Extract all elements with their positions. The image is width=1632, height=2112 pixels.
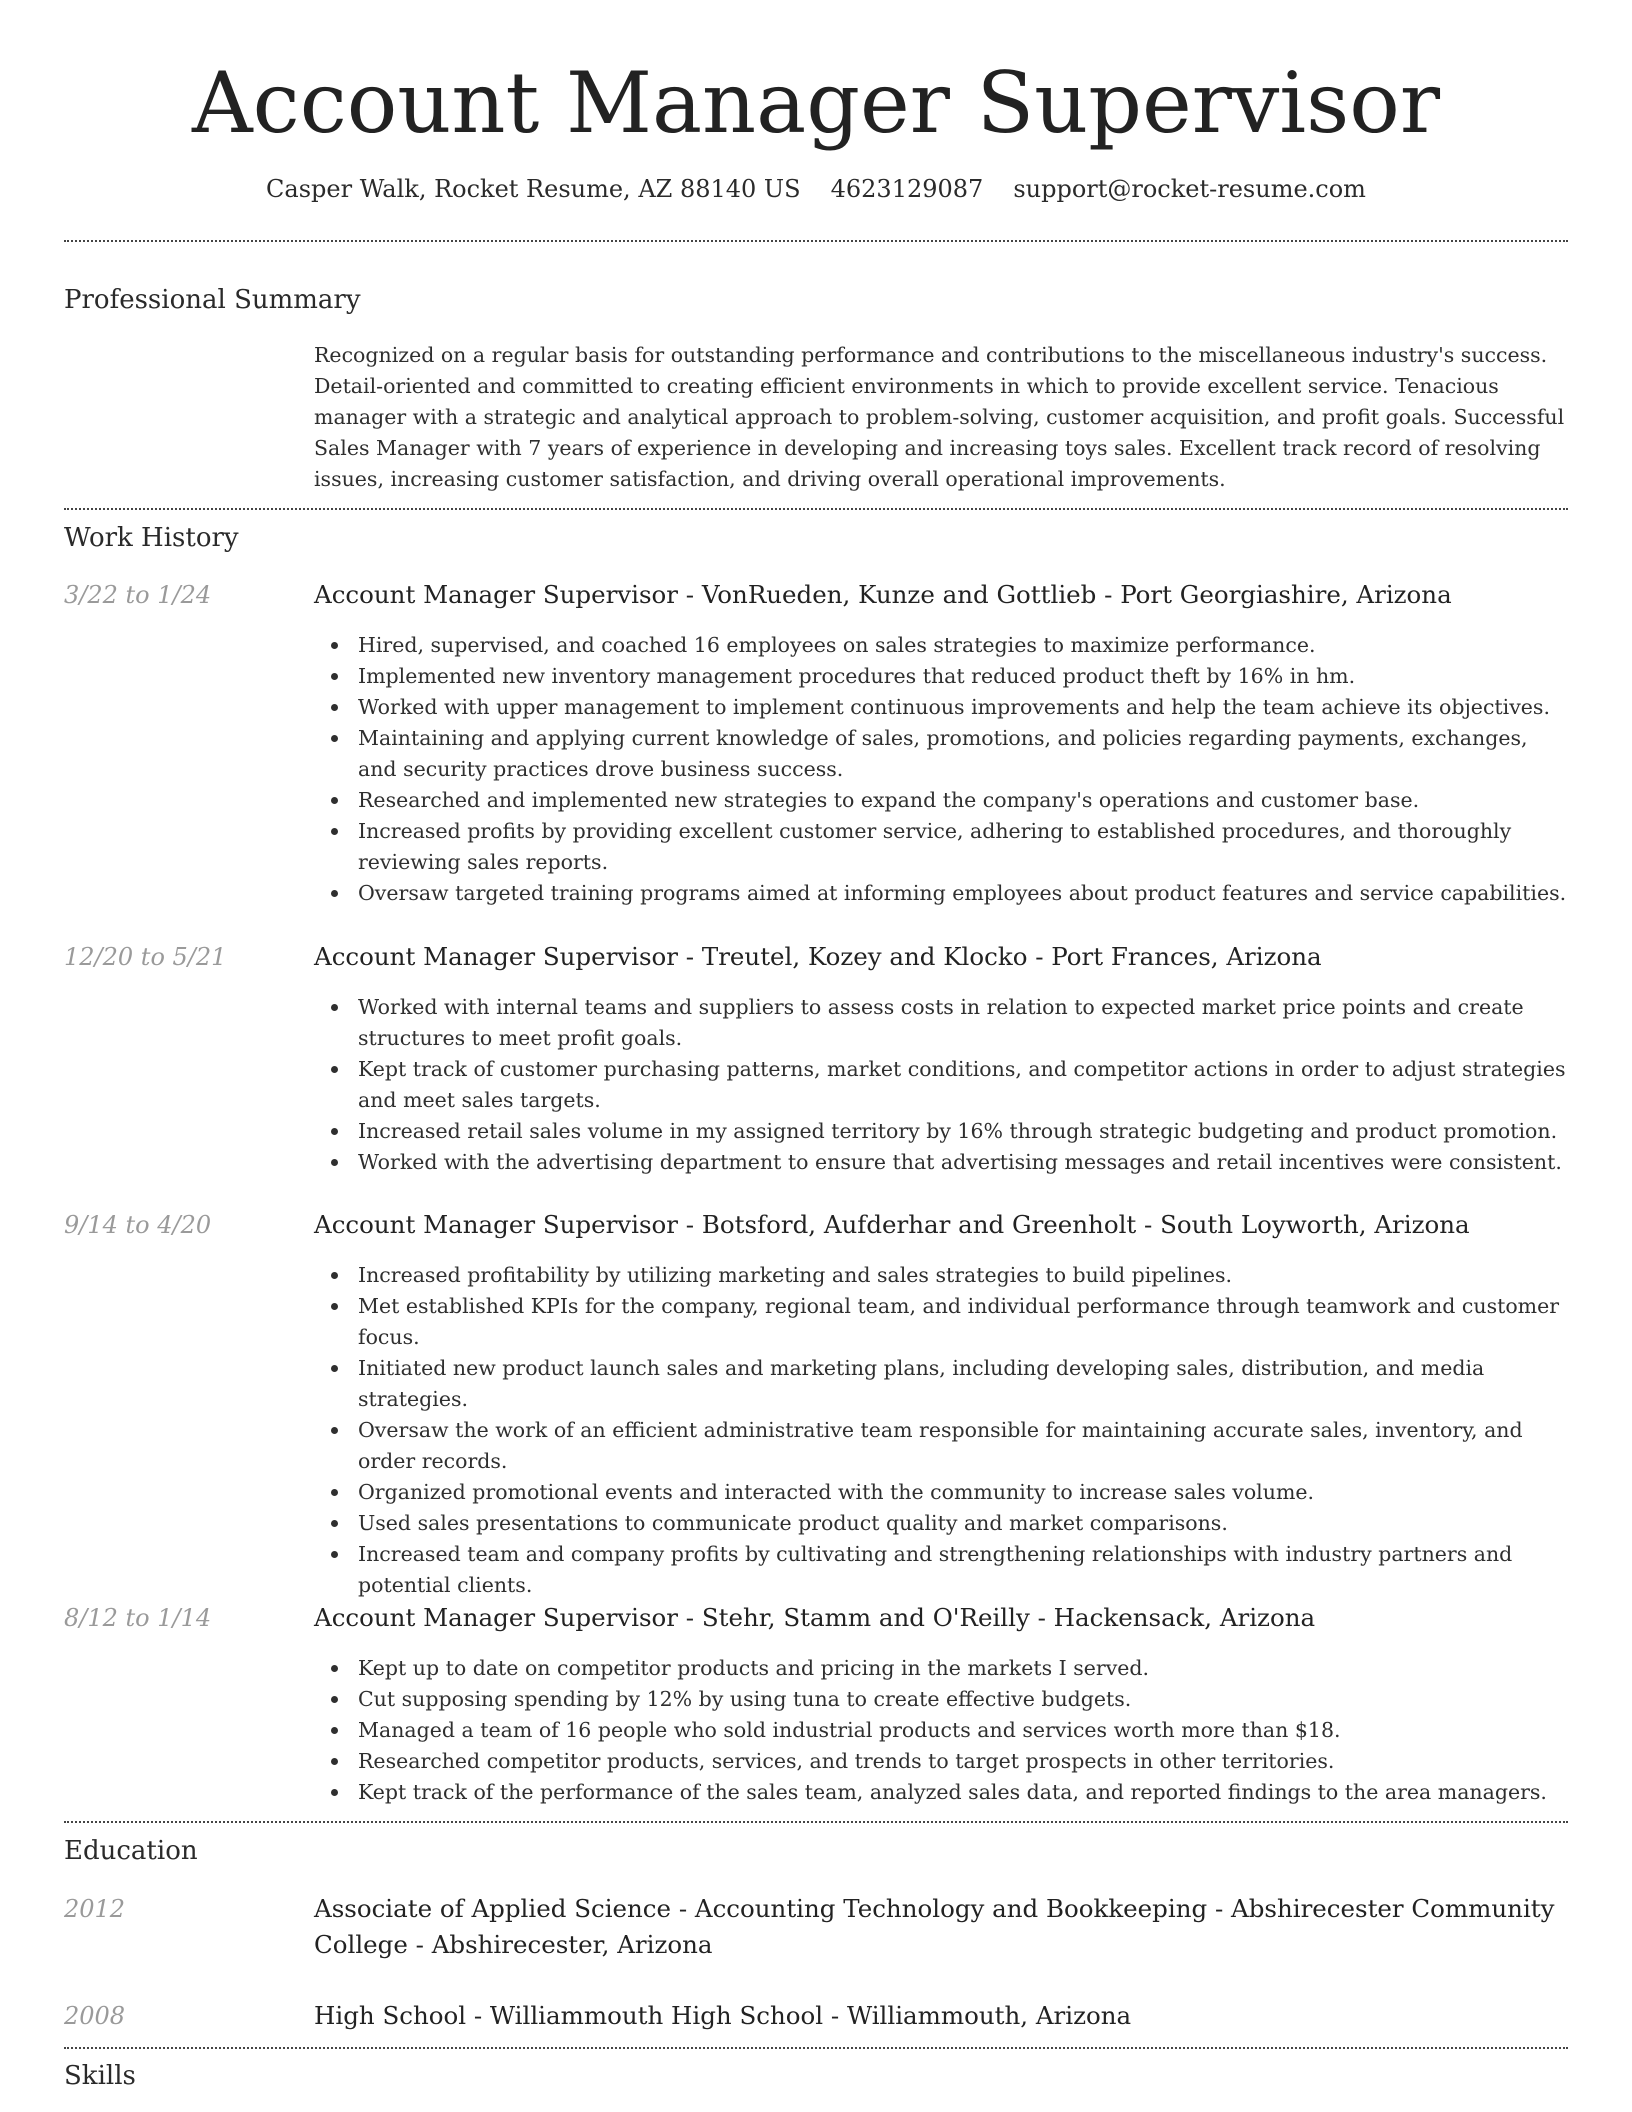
job-bullet: Implemented new inventory management procedures that reduced product theft by 16% in hm. [358, 661, 1570, 692]
contact-email: support@rocket-resume.com [1013, 175, 1366, 203]
job-bullet: Worked with upper management to implement continuous improvements and help the team achieve its objectives. [358, 692, 1570, 723]
summary-text: Recognized on a regular basis for outstanding performance and contributions to the miscellaneous industry's success. Detail-oriented and committed to creating efficient environments in which to provide excellent service. Tenacious manager with a strategic and analytical approach to problem-solving, customer acquisition, and profit goals. Successful Sales Manager with 7 years of experience in developing and increasing toys sales. Excellent track record of resolving issues, increasing customer satisfaction, and driving overall operational improvements. [314, 343, 1565, 491]
job-dates: 8/12 to 1/14 [64, 1604, 212, 1632]
job-bullets [358, 1653, 1570, 1808]
section-divider [64, 240, 1568, 242]
education-year: 2008 [64, 2002, 126, 2030]
job-bullet: Kept track of the performance of the sales team, analyzed sales data, and reported findings to the area managers. [358, 1777, 1570, 1808]
job-bullet: Organized promotional events and interacted with the community to increase sales volume. [358, 1477, 1570, 1508]
section-title-summary: Professional Summary [64, 285, 361, 315]
job-bullets [358, 992, 1570, 1178]
education-entry: Associate of Applied Science - Accounting Technology and Bookkeeping - Abshirecester Community College - Abshirecester, Arizona [314, 1894, 1555, 1959]
section-divider [64, 2047, 1568, 2049]
job-bullet: Hired, supervised, and coached 16 employees on sales strategies to maximize performance. [358, 630, 1570, 661]
job-bullet: Initiated new product launch sales and marketing plans, including developing sales, distribution, and media strategies. [358, 1353, 1570, 1415]
candidate-name: Account Manager Supervisor [191, 54, 1441, 152]
section-divider [64, 1821, 1568, 1823]
job-bullet: Researched and implemented new strategies to expand the company's operations and customer base. [358, 785, 1570, 816]
contact-phone: 4623129087 [830, 175, 984, 203]
job-title: Account Manager Supervisor - Botsford, Aufderhar and Greenholt - South Loyworth, Arizona [314, 1210, 1470, 1239]
job-title: Account Manager Supervisor - VonRueden, Kunze and Gottlieb - Port Georgiashire, Arizona [314, 580, 1452, 609]
job-bullet: Used sales presentations to communicate product quality and market comparisons. [358, 1508, 1570, 1539]
job-bullets [358, 1260, 1570, 1601]
job-bullet: Researched competitor products, services, and trends to target prospects in other territories. [358, 1746, 1570, 1777]
job-bullet: Worked with internal teams and suppliers to assess costs in relation to expected market price points and create structures to meet profit goals. [358, 992, 1570, 1054]
job-bullet: Oversaw the work of an efficient administrative team responsible for maintaining accurate sales, inventory, and order records. [358, 1415, 1570, 1477]
job-bullet: Met established KPIs for the company, regional team, and individual performance through teamwork and customer focus. [358, 1291, 1570, 1353]
job-bullet: Managed a team of 16 people who sold industrial products and services worth more than $18. [358, 1715, 1570, 1746]
job-bullet: Increased profitability by utilizing marketing and sales strategies to build pipelines. [358, 1260, 1570, 1291]
education-entry: High School - Williammouth High School - Williammouth, Arizona [314, 2001, 1132, 2030]
section-title-skills: Skills [64, 2061, 136, 2091]
job-bullet: Kept track of customer purchasing patterns, market conditions, and competitor actions in order to adjust strategies and meet sales targets. [358, 1054, 1570, 1116]
contact-line [0, 172, 1632, 206]
job-dates: 9/14 to 4/20 [64, 1211, 212, 1239]
job-bullet: Worked with the advertising department to ensure that advertising messages and retail incentives were consistent. [358, 1147, 1570, 1178]
job-title: Account Manager Supervisor - Treutel, Kozey and Klocko - Port Frances, Arizona [314, 942, 1322, 971]
contact-address: Casper Walk, Rocket Resume, AZ 88140 US [266, 175, 801, 203]
job-bullet: Cut supposing spending by 12% by using tuna to create effective budgets. [358, 1684, 1570, 1715]
job-dates: 3/22 to 1/24 [64, 581, 212, 609]
education-year: 2012 [64, 1895, 126, 1923]
job-bullet: Increased profits by providing excellent customer service, adhering to established procedures, and thoroughly reviewing sales reports. [358, 816, 1570, 878]
job-bullet: Maintaining and applying current knowledge of sales, promotions, and policies regarding payments, exchanges, and security practices drove business success. [358, 723, 1570, 785]
job-bullets [358, 630, 1570, 909]
section-title-work-history: Work History [64, 523, 239, 553]
job-bullet: Increased team and company profits by cultivating and strengthening relationships with industry partners and potential clients. [358, 1539, 1570, 1601]
job-bullet: Kept up to date on competitor products and pricing in the markets I served. [358, 1653, 1570, 1684]
section-title-education: Education [64, 1836, 198, 1866]
job-dates: 12/20 to 5/21 [64, 943, 227, 971]
job-bullet: Increased retail sales volume in my assigned territory by 16% through strategic budgeting and product promotion. [358, 1116, 1570, 1147]
job-bullet: Oversaw targeted training programs aimed at informing employees about product features and service capabilities. [358, 878, 1570, 909]
section-divider [64, 508, 1568, 510]
job-title: Account Manager Supervisor - Stehr, Stamm and O'Reilly - Hackensack, Arizona [314, 1603, 1316, 1632]
